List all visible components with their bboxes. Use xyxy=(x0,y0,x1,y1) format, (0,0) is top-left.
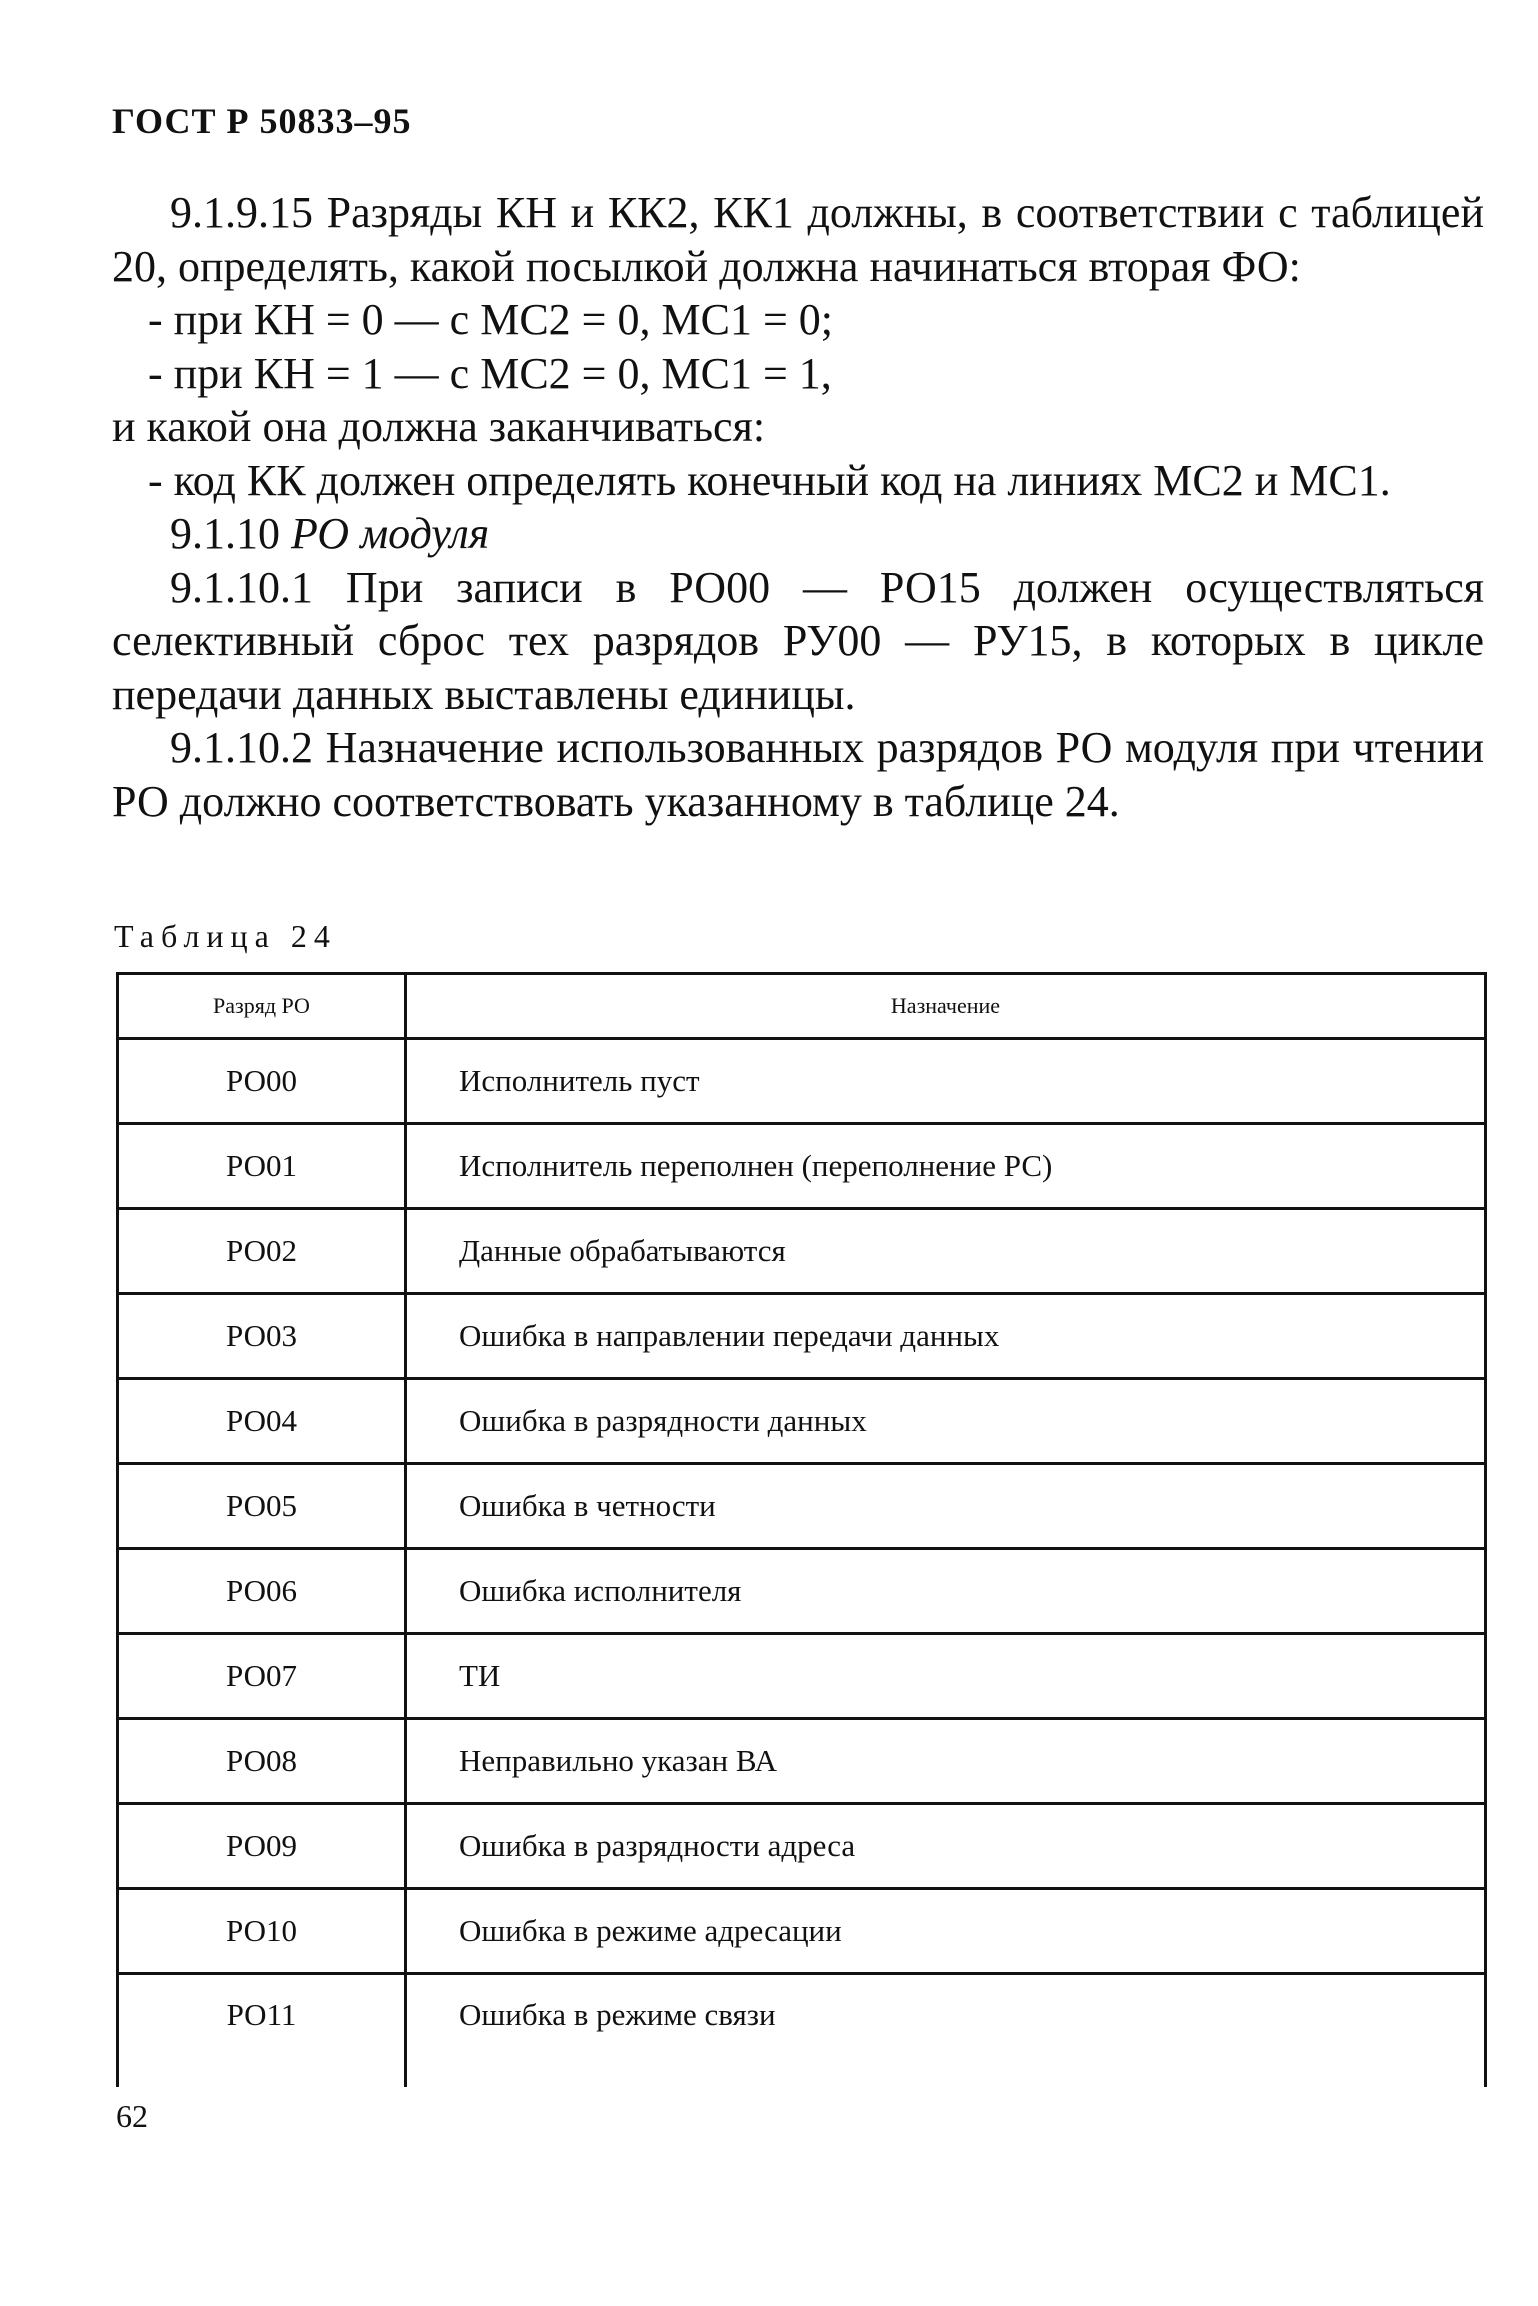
table-row xyxy=(118,1039,1486,1124)
body-text xyxy=(112,186,1484,828)
paragraph-9-1-10-2: 9.1.10.2 Назначение использованных разрядов РО модуля при чтении РО должно соответствовать указанному в таблице 24. xyxy=(112,723,1484,826)
bit-code: РО09 xyxy=(118,1804,406,1889)
bit-code: РО05 xyxy=(118,1464,406,1549)
bit-code: РО01 xyxy=(118,1124,406,1209)
bit-code: РО04 xyxy=(118,1379,406,1464)
bit-purpose: Ошибка в режиме адресации xyxy=(406,1889,1486,1974)
table-row xyxy=(118,1804,1486,1889)
ro-bits-table xyxy=(116,972,1487,2087)
bit-purpose: Ошибка в режиме связи xyxy=(406,1974,1486,2088)
table-row xyxy=(118,1974,1486,2088)
bit-purpose: Ошибка в направлении передачи данных xyxy=(406,1294,1486,1379)
bit-code: РО02 xyxy=(118,1209,406,1294)
bit-purpose: Данные обрабатываются xyxy=(406,1209,1486,1294)
bit-purpose: Исполнитель пуст xyxy=(406,1039,1486,1124)
bit-code: РО06 xyxy=(118,1549,406,1634)
table-caption: Таблица 24 xyxy=(114,918,337,954)
paragraph-end-condition: и какой она должна заканчиваться: xyxy=(112,402,766,451)
section-heading-9-1-10 xyxy=(112,507,1484,561)
document-header: ГОСТ Р 50833–95 xyxy=(112,101,412,141)
paragraph-kk-code: - код КК должен определять конечный код на линиях МС2 и МС1. xyxy=(148,455,1391,505)
table-row xyxy=(118,1889,1486,1974)
paragraph-9-1-9-15: 9.1.9.15 Разряды КН и КК2, КК1 должны, в соответствии с таблицей 20, определять, какой посылкой должна начинаться вторая ФО: xyxy=(112,188,1484,291)
table-row xyxy=(118,1124,1486,1209)
bit-purpose: Исполнитель переполнен (переполнение РС) xyxy=(406,1124,1486,1209)
table-row xyxy=(118,1209,1486,1294)
bit-code: РО03 xyxy=(118,1294,406,1379)
table-header-row xyxy=(118,974,1486,1039)
table-row xyxy=(118,1464,1486,1549)
bit-purpose: Ошибка исполнителя xyxy=(406,1549,1486,1634)
bit-purpose: Ошибка в разрядности адреса xyxy=(406,1804,1486,1889)
bit-code: РО08 xyxy=(118,1719,406,1804)
table-row xyxy=(118,1634,1486,1719)
paragraph-kn-0: - при КН = 0 — с МС2 = 0, МС1 = 0; xyxy=(148,295,834,344)
table-24 xyxy=(116,972,1484,2087)
bit-purpose: Ошибка в разрядности данных xyxy=(406,1379,1486,1464)
table-row xyxy=(118,1379,1486,1464)
bit-code: РО00 xyxy=(118,1039,406,1124)
table-row xyxy=(118,1294,1486,1379)
paragraph-9-1-10-1: 9.1.10.1 При записи в РО00 — РО15 должен осуществляться селективный сброс тех разрядов РУ00 — РУ15, в которых в цикле передачи данных выставлены единицы. xyxy=(112,562,1484,719)
bit-code: РО10 xyxy=(118,1889,406,1974)
header-purpose: Назначение xyxy=(406,974,1486,1039)
bit-purpose: Неправильно указан ВА xyxy=(406,1719,1486,1804)
section-title: РО модуля xyxy=(291,509,490,558)
page-number: 62 xyxy=(116,2098,148,2134)
table-row xyxy=(118,1719,1486,1804)
table-row xyxy=(118,1549,1486,1634)
paragraph-kn-1: - при КН = 1 — с МС2 = 0, МС1 = 1, xyxy=(148,348,832,398)
section-number: 9.1.10 xyxy=(170,509,280,558)
bit-code: РО07 xyxy=(118,1634,406,1719)
bit-purpose: ТИ xyxy=(406,1634,1486,1719)
bit-code: РО11 xyxy=(118,1974,406,2088)
bit-purpose: Ошибка в четности xyxy=(406,1464,1486,1549)
header-bit: Разряд РО xyxy=(118,974,406,1039)
